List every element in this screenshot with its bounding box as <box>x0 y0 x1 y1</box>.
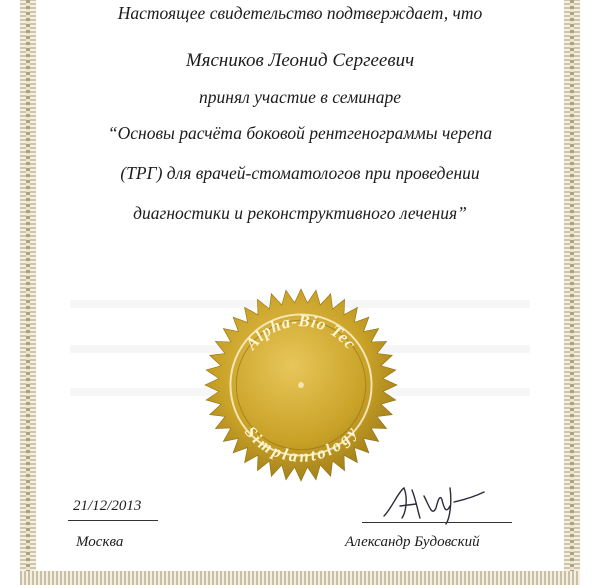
gold-seal <box>203 287 399 483</box>
participation-text: принял участие в семинаре <box>199 87 401 107</box>
ornamental-border-right <box>564 0 580 585</box>
issue-date: 21/12/2013 <box>73 498 142 514</box>
seal-text-top: Alpha-Bio Tec <box>241 310 361 354</box>
signature <box>380 478 490 526</box>
signature-line <box>362 522 512 523</box>
date-underline <box>68 520 158 521</box>
recipient-name: Мясников Леонид Сергеевич <box>185 50 415 71</box>
seminar-title-line-3: диагностики и реконструктивного лечения” <box>133 203 467 223</box>
seal-text-bottom: Simplantology <box>240 422 362 466</box>
signer-name: Александр Будовский <box>345 534 480 550</box>
ornamental-border-bottom <box>20 571 580 585</box>
intro-text: Настоящее свидетельство подтверждает, что <box>117 3 483 23</box>
ornamental-border-left <box>20 0 36 585</box>
issue-city: Москва <box>76 534 124 550</box>
seminar-title-line-1: “Основы расчёта боковой рентгенограммы черепа <box>107 123 493 143</box>
seminar-title-line-2: (ТРГ) для врачей-стоматологов при проведении <box>120 163 480 183</box>
